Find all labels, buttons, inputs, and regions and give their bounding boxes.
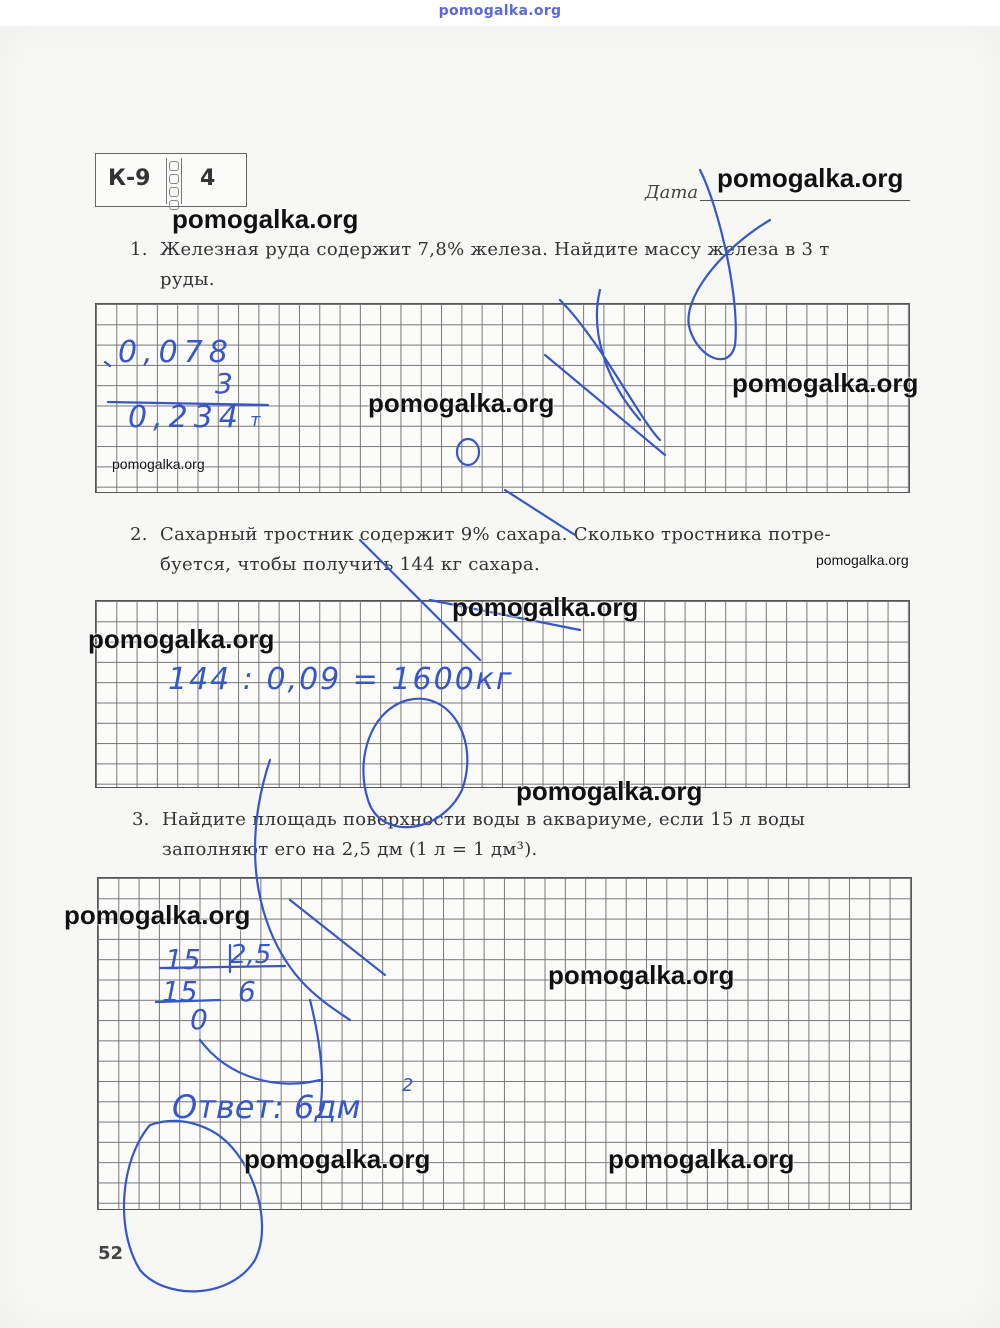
watermark: pomogalka.org bbox=[452, 592, 639, 622]
watermark: pomogalka.org bbox=[516, 776, 703, 806]
watermark: pomogalka.org bbox=[64, 900, 251, 930]
problem-3-number: 3. bbox=[132, 809, 150, 830]
hw-p3-dividend: 15 bbox=[165, 943, 201, 976]
watermark: pomogalka.org bbox=[172, 204, 359, 234]
hw-p3-subtrahend: 15 bbox=[162, 975, 198, 1008]
watermark: pomogalka.org bbox=[732, 368, 919, 398]
problem-2-text-line1: Сахарный тростник содержит 9% сахара. Сколько тростника потре- bbox=[160, 524, 831, 545]
watermark: pomogalka.org bbox=[816, 552, 909, 568]
problem-1-text-line2: руды. bbox=[160, 269, 215, 290]
hw-p1-unit: т bbox=[250, 410, 261, 431]
date-field-line bbox=[700, 200, 910, 201]
watermark: pomogalka.org bbox=[244, 1144, 431, 1174]
problem-3 bbox=[132, 805, 806, 865]
hw-p3-divisor: 2,5 bbox=[230, 940, 272, 970]
hw-p1-multiplier: 3 bbox=[215, 367, 233, 400]
hw-p1-result: 0,234 bbox=[128, 400, 244, 435]
hw-p3-quotient: 6 bbox=[238, 975, 256, 1008]
hw-p2-calculation: 144 : 0,09 = 1600кг bbox=[168, 662, 514, 697]
site-header-url[interactable]: pomogalka.org bbox=[438, 3, 562, 19]
spiral-binding-icon bbox=[166, 158, 182, 204]
problem-3-text-line1: Найдите площадь поверхности воды в аквариуме, если 15 л воды bbox=[162, 809, 806, 830]
watermark: pomogalka.org bbox=[368, 388, 555, 418]
hw-p3-answer-exponent: 2 bbox=[402, 1075, 414, 1096]
watermark: pomogalka.org bbox=[88, 624, 275, 654]
variant-number: 4 bbox=[200, 166, 216, 191]
problem-1-text-line1: Железная руда содержит 7,8% железа. Найдите массу железа в 3 т bbox=[160, 239, 830, 260]
hw-p3-remainder: 0 bbox=[190, 1003, 208, 1036]
watermark: pomogalka.org bbox=[608, 1144, 795, 1174]
problem-2-number: 2. bbox=[130, 524, 148, 545]
page-number: 52 bbox=[98, 1243, 124, 1264]
test-code: К-9 bbox=[108, 166, 151, 191]
date-label: Дата bbox=[645, 182, 699, 203]
problem-1 bbox=[130, 235, 830, 295]
test-badge bbox=[95, 153, 247, 207]
problem-3-text-line2: заполняют его на 2,5 дм (1 л = 1 дм³). bbox=[162, 839, 538, 860]
problem-2 bbox=[130, 520, 831, 580]
watermark: pomogalka.org bbox=[548, 960, 735, 990]
hw-p3-answer: Ответ: 6дм bbox=[172, 1088, 361, 1126]
watermark: pomogalka.org bbox=[717, 163, 904, 193]
problem-1-number: 1. bbox=[130, 239, 148, 260]
watermark: pomogalka.org bbox=[112, 456, 205, 472]
hw-p1-multiplicand: 0,078 bbox=[118, 335, 234, 370]
problem-2-text-line2: буется, чтобы получить 144 кг сахара. bbox=[160, 554, 540, 575]
